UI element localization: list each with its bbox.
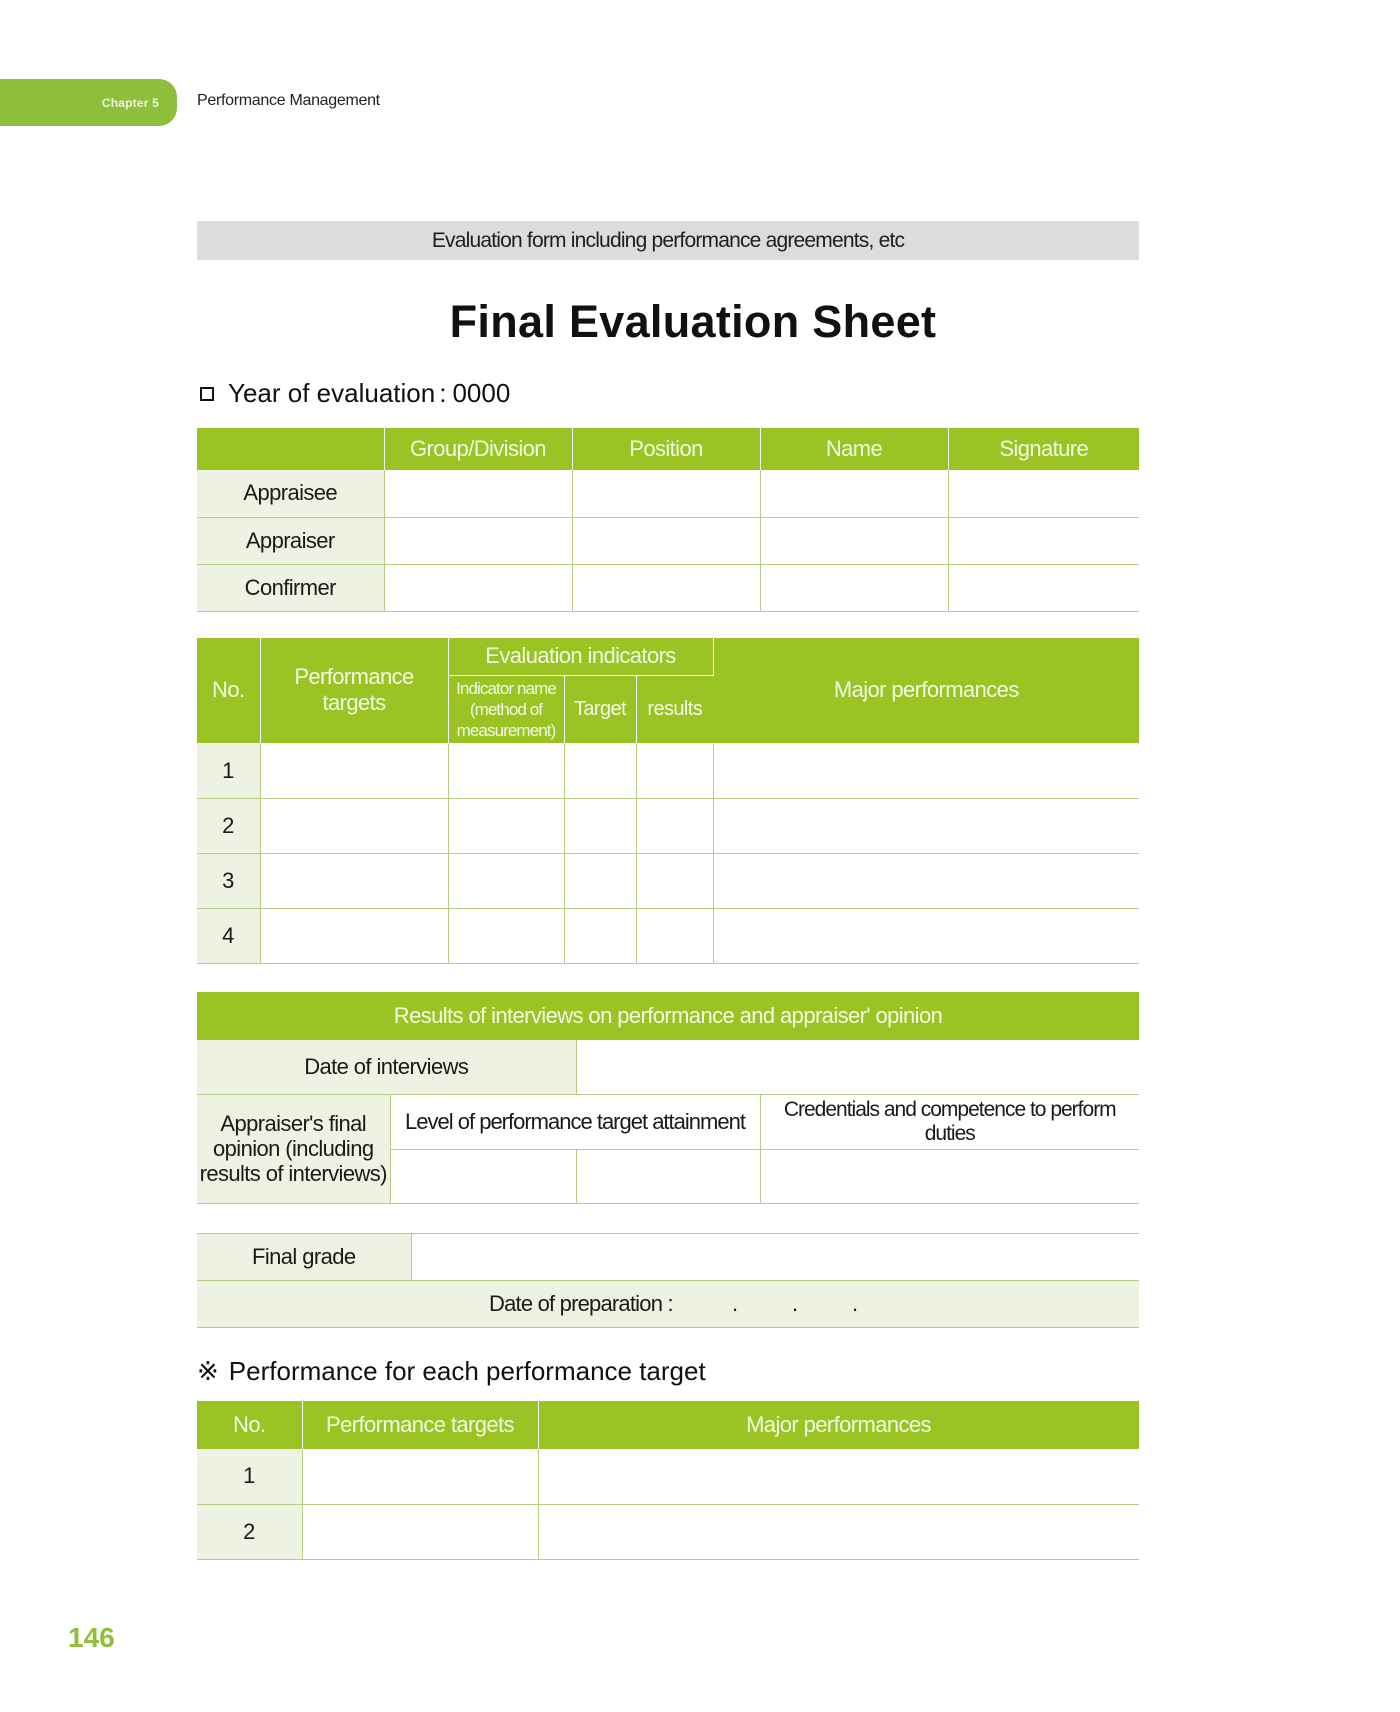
target-value-field[interactable] <box>564 743 636 798</box>
date-of-interviews-field[interactable] <box>576 1040 1139 1094</box>
appraisee-position-field[interactable] <box>572 470 760 517</box>
indicator-field[interactable] <box>448 853 564 908</box>
appraiser-opinion-label: Appraiser's final opinion (including results of interviews) <box>197 1094 390 1203</box>
row-number: 1 <box>197 1449 302 1504</box>
col-evaluation-indicators: Evaluation indicators <box>448 638 713 675</box>
credentials-field[interactable] <box>760 1149 1139 1203</box>
col-target: Target <box>564 675 636 743</box>
date-dot: . <box>851 1291 859 1316</box>
row-number: 2 <box>197 1504 302 1559</box>
chapter-tab: Chapter 5 <box>0 79 177 126</box>
results-field[interactable] <box>636 853 713 908</box>
target-field[interactable] <box>260 743 448 798</box>
confirmer-name-field[interactable] <box>760 564 948 611</box>
checkbox-icon[interactable] <box>200 387 214 401</box>
row-number: 1 <box>197 743 260 798</box>
major-performance-field[interactable] <box>713 908 1139 963</box>
major-performance-field[interactable] <box>713 743 1139 798</box>
year-separator: : <box>439 378 447 408</box>
target-value-field[interactable] <box>564 908 636 963</box>
row-label-appraiser: Appraiser <box>197 517 384 564</box>
final-grade-label: Final grade <box>197 1234 411 1281</box>
appraiser-name-field[interactable] <box>760 517 948 564</box>
page-number: 146 <box>68 1622 115 1653</box>
col-position: Position <box>572 428 760 470</box>
parties-header-blank <box>197 428 384 470</box>
results-field[interactable] <box>636 908 713 963</box>
results-field[interactable] <box>636 798 713 853</box>
row-number: 4 <box>197 908 260 963</box>
attainment-field-b[interactable] <box>576 1149 760 1203</box>
year-label: Year of evaluation <box>228 378 436 408</box>
date-dot: . <box>731 1291 739 1316</box>
section-title: Performance Management <box>197 92 380 109</box>
date-dots <box>678 1291 898 1317</box>
level-attainment-label: Level of performance target attainment <box>390 1094 760 1149</box>
interview-table <box>197 992 1139 1204</box>
col-performance-targets: Performance targets <box>260 638 448 743</box>
confirmer-position-field[interactable] <box>572 564 760 611</box>
target-field[interactable] <box>302 1504 538 1559</box>
attainment-field-a[interactable] <box>390 1149 576 1203</box>
col-signature: Signature <box>948 428 1139 470</box>
final-grade-field[interactable] <box>411 1234 1139 1281</box>
major-performance-field[interactable] <box>538 1504 1139 1559</box>
date-of-interviews-label: Date of interviews <box>197 1040 576 1094</box>
indicator-field[interactable] <box>448 798 564 853</box>
col-performance-targets: Performance targets <box>302 1401 538 1449</box>
row-number: 3 <box>197 853 260 908</box>
target-field[interactable] <box>260 908 448 963</box>
major-performance-field[interactable] <box>538 1449 1139 1504</box>
note-text: Performance for each performance target <box>228 1356 706 1386</box>
year-value: 0000 <box>452 378 511 408</box>
indicator-field[interactable] <box>448 743 564 798</box>
appraisee-name-field[interactable] <box>760 470 948 517</box>
targets-table <box>197 638 1139 964</box>
note-line <box>197 1356 706 1387</box>
grade-table <box>197 1233 1139 1328</box>
row-label-confirmer: Confirmer <box>197 564 384 611</box>
target-field[interactable] <box>260 853 448 908</box>
col-indicator-name: Indicator name (method of measurement) <box>448 675 564 743</box>
confirmer-signature-field[interactable] <box>948 564 1139 611</box>
indicator-field[interactable] <box>448 908 564 963</box>
results-field[interactable] <box>636 743 713 798</box>
row-label-appraisee: Appraisee <box>197 470 384 517</box>
appraiser-signature-field[interactable] <box>948 517 1139 564</box>
form-banner: Evaluation form including performance agreements, etc <box>197 221 1139 260</box>
appraiser-position-field[interactable] <box>572 517 760 564</box>
target-field[interactable] <box>302 1449 538 1504</box>
parties-table <box>197 428 1139 612</box>
target-value-field[interactable] <box>564 798 636 853</box>
page-title: Final Evaluation Sheet <box>449 296 937 347</box>
row-number: 2 <box>197 798 260 853</box>
major-performance-field[interactable] <box>713 798 1139 853</box>
reference-mark-icon: ※ <box>197 1356 219 1386</box>
appraisee-group-field[interactable] <box>384 470 572 517</box>
date-dot: . <box>791 1291 799 1316</box>
major-performance-field[interactable] <box>713 853 1139 908</box>
col-name: Name <box>760 428 948 470</box>
target-field[interactable] <box>260 798 448 853</box>
col-no: No. <box>197 638 260 743</box>
credentials-label: Credentials and competence to perform duties <box>760 1094 1139 1149</box>
confirmer-group-field[interactable] <box>384 564 572 611</box>
col-major-performances: Major performances <box>538 1401 1139 1449</box>
col-major-performances: Major performances <box>713 638 1139 743</box>
each-target-table <box>197 1401 1140 1560</box>
appraisee-signature-field[interactable] <box>948 470 1139 517</box>
appraiser-group-field[interactable] <box>384 517 572 564</box>
interview-header: Results of interviews on performance and appraiser' opinion <box>197 992 1139 1040</box>
target-value-field[interactable] <box>564 853 636 908</box>
col-results: results <box>636 675 713 743</box>
col-no: No. <box>197 1401 302 1449</box>
date-of-preparation <box>197 1281 1139 1328</box>
col-group-division: Group/Division <box>384 428 572 470</box>
date-of-preparation-label: Date of preparation : <box>489 1291 673 1316</box>
year-of-evaluation <box>200 378 510 409</box>
